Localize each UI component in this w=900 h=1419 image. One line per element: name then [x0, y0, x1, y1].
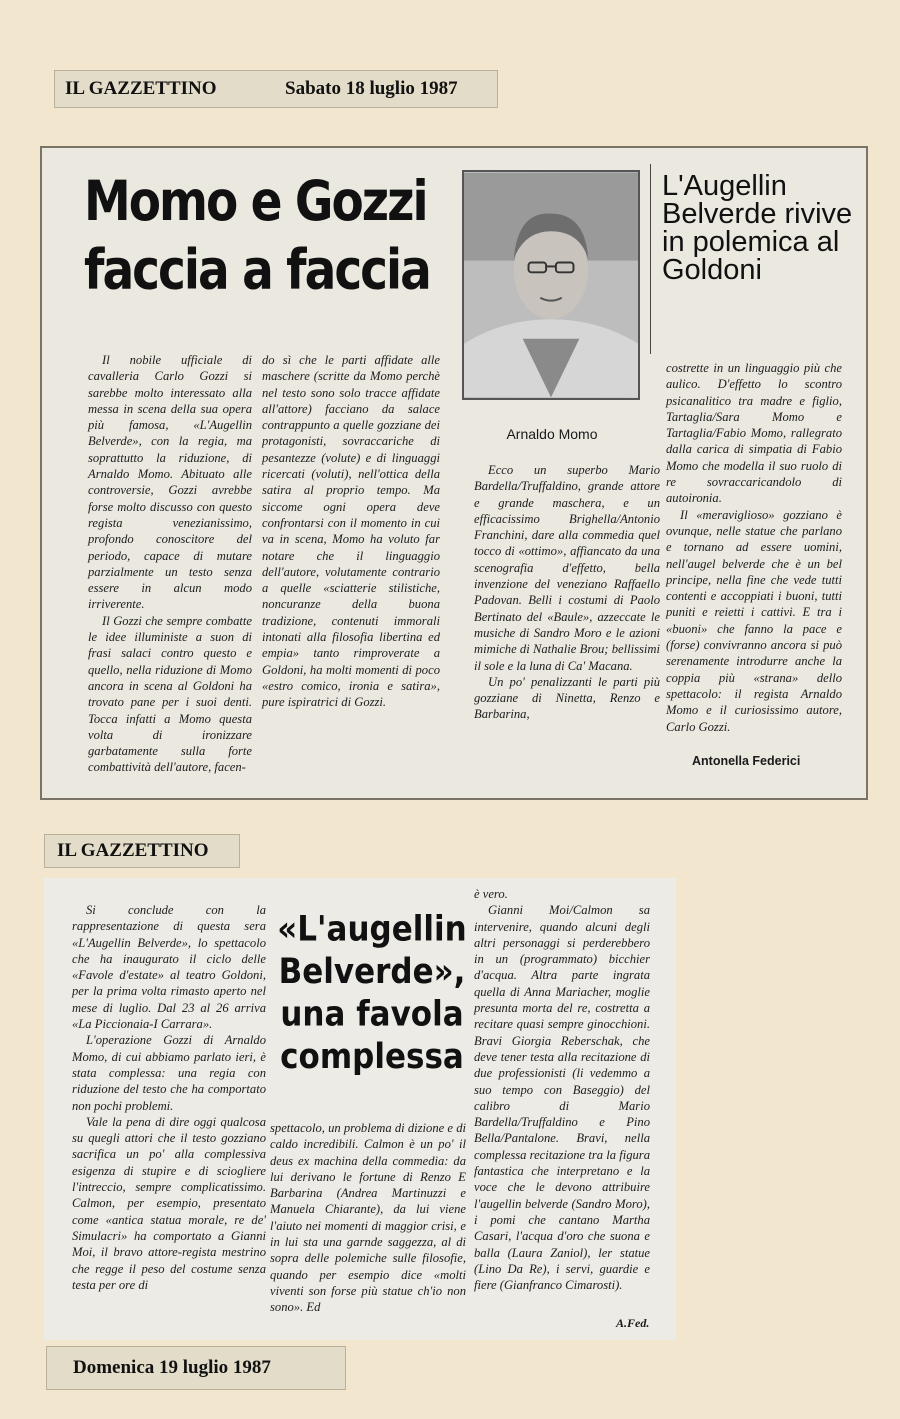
paragraph: spettacolo, un problema di dizione e di caldo incredibili. Calmon è un po' il deus ex machina della commedia: da lui derivano le fortune di Renzo E Barbarina (Andrea Martinuzzi e Manuela Chiarante), da lui viene l'aiuto nei momenti di maggior crisi, e in lui sta una garnde saggezza, al di sopra delle polemiche sulle filosofie, quando per esempio dice «molti viventi son forse più statue ch'io non sono». Ed: [270, 1121, 466, 1315]
article-column: [262, 352, 440, 711]
publication-date: Sabato 18 luglio 1987: [285, 78, 458, 99]
bottom-date-label: [46, 1346, 346, 1390]
paragraph: Il nobile ufficiale di cavalleria Carlo Gozzi si sarebbe molto interessato alla messa in scena della sua opera più famosa, «L'Augellin Belverde», con la regia, ma soprattutto la riduzione, di Arnaldo Momo. Abituato alle controversie, Gozzi avrebbe forse molto discusso con questo regista venezianissimo, profondo conoscitore del periodo, capace di mutare parzialmente un testo senza essere in alcun modo irriverente.: [88, 353, 252, 612]
paragraph: Il Gozzi che sempre combatte le idee illuministe a suon di frasi salaci contro questo e quello, nella riduzione di Momo ancora in scena al Goldoni ha trovato pane per i suoi denti. Tocca infatti a Momo questa volta di ironizzare garbatamente sulla forte combattività dell'autore, facen-: [88, 613, 252, 775]
article-column: [88, 352, 252, 776]
author-byline: Antonella Federici: [692, 754, 801, 768]
article-clipping-2: [44, 878, 676, 1340]
article-subheadline: L'Augellin Belverde rivive in polemica al Goldoni: [662, 170, 853, 286]
paragraph: è vero.: [474, 887, 508, 901]
paragraph: Gianni Moi/Calmon sa intervenire, quando alcuni degli altri personaggi si perderebbero in un (programmato) bicchier d'acqua. Altra parte ingrata quella di Anna Mariacher, moglie presunta morta del re, costretta a recitare quasi sempre ginocchioni. Bravi Giorgia Reberschak, che deve tener testa alla recitazione di due professionisti (li vedemmo a suo tempo con Baseggio) del calibro di Mario Bardella/Truffaldino e Pino Bella/Pantalone. Bravi, nella complessa recitazione tra la figura fantastica che interpretano e la voce che le devono attribuire l'augellin belverde (Sandro Moro), i pomi che cantano Martha Casari, l'acqua d'oro che suona e balla (Laura Zaniol), ler statue (Lino Da Re), i servi, guardie e fiere (Gianfranco Cimarosti).: [474, 903, 650, 1293]
article-column: [474, 462, 660, 723]
mid-paper-label: [44, 834, 240, 868]
article-column: [666, 360, 842, 735]
publication-date: Domenica 19 luglio 1987: [73, 1357, 271, 1378]
paragraph: L'operazione Gozzi di Arnaldo Momo, di cui abbiamo parlato ieri, è stata complessa: una regia con riduzione del testo che ha comportato non pochi problemi.: [72, 1033, 266, 1113]
article-headline: Momo e Gozzi faccia a faccia: [84, 169, 430, 303]
article-column: [72, 902, 266, 1293]
article-column: [474, 886, 650, 1293]
portrait-photo-icon: [464, 172, 638, 398]
paragraph: Vale la pena di dire oggi qualcosa su quegli attori che il testo gozziano sacrifica un po' alla complessiva esigenza di stupire e di sciogliere l'intreccio, sempre complicatissimo. Calmon, per esempio, presentato come «antica statua morale, re de' Simulacri» ha comportato a Gianni Moi, il bravo attore-regista mestrino che regge il peso del costume senza testa per ore di: [72, 1114, 266, 1292]
newspaper-name: IL GAZZETTINO: [65, 78, 217, 99]
divider: [650, 164, 651, 354]
article-column: [270, 1120, 466, 1316]
author-byline: A.Fed.: [616, 1316, 650, 1330]
paragraph: Il «meraviglioso» gozziano è ovunque, nelle statue che parlano e tornano ad essere uomini, nell'augel belverde che è un bel principe, nella fine che vede tutti contenti e accoppiati i buoni, tutti puniti e reietti i cattivi. E tra i «buoni» che fanno la pace e (forse) convivranno ancora si può serenamente introdurre anche la coppia più «strana» dello spettacolo: il regista Arnaldo Momo e il curiosissimo autore, Carlo Gozzi.: [666, 507, 842, 734]
paragraph: costrette in un linguaggio più che aulico. D'effetto lo scontro psicanalitico tra madre e figlio, Tartaglia/Sara Momo e Tartaglia/Fabio Momo, rallegrato dalla carica di simpatia di Fabio Momo che modella il suo ruolo di re sovraccaricandolo di autoironia.: [666, 361, 842, 506]
paragraph: Si conclude con la rappresentazione di questa sera «L'Augellin Belverde», lo spettacolo che ha inaugurato il ciclo delle «Favole d'estate» al teatro Goldoni, per la prima volta rimasto aperto nel mese di luglio. Dal 23 al 26 arriva «La Piccionaia-I Carrara».: [72, 903, 266, 1032]
article-headline: «L'augellin Belverde», una favola complessa: [277, 909, 467, 1078]
article-clipping-1: [40, 146, 868, 800]
top-date-label: [54, 70, 498, 108]
paragraph: Un po' penalizzanti le parti più gozziane di Ninetta, Renzo e Barbarina,: [474, 674, 660, 722]
paragraph: do sì che le parti affidate alle maschere (scritte da Momo perchè nel testo sono solo tracce affidate all'attore) facciano da salace contrappunto a quelle gozziane dei protagonisti, sovraccariche di pesantezze (volute) e di linguaggi ricercati (voluti), nell'ottica della satira al proprio tempo. Ma siccome ogni opera deve confrontarsi con il momento in cui va in scena, Momo ha voluto far notare che il linguaggio dell'autore, volutamente contrario a quelle «sciatterie stilistiche, noncuranze della buona tradizione, contenuti immorali intonati alla filosofia libertina ed empia» tanto rimproverate a Goldoni, ha molti momenti di poco «estro comico, ironia e satira», pure ispiratrici di Gozzi.: [262, 353, 440, 710]
newspaper-name: IL GAZZETTINO: [57, 840, 209, 861]
portrait-photo: [462, 170, 640, 400]
photo-caption: Arnaldo Momo: [506, 426, 598, 442]
paragraph: Ecco un superbo Mario Bardella/Truffaldino, grande attore e grande maschera, e un efficacissimo Brighella/Antonio Franchini, dare alla commedia quel tocco di «ottimo», affiancato da una scenografia d'effetto, bella invenzione del veneziano Raffaello Padovan. Belli i costumi di Paolo Bertinato del «Baule», azzeccate le musiche di Sandro Moro e le azioni mimiche di Nathalie Brou; bellissimi il sole e la luna di Ca' Macana.: [474, 463, 660, 673]
